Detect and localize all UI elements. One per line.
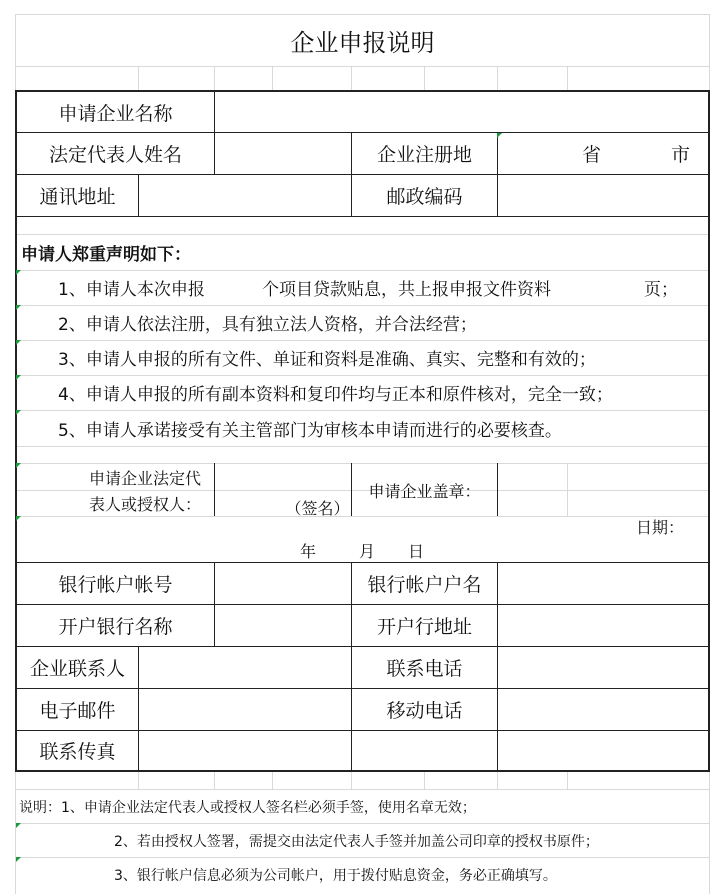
seal-label: 申请企业盖章： bbox=[368, 481, 481, 501]
address-field[interactable] bbox=[139, 175, 351, 216]
table-border bbox=[708, 90, 710, 772]
phone-field[interactable] bbox=[498, 647, 708, 688]
gridline bbox=[15, 446, 710, 447]
gridline bbox=[424, 66, 425, 90]
bank-account-name-label: 银行帐户户名 bbox=[367, 574, 482, 596]
day-label: 日 bbox=[408, 541, 425, 561]
province-label: 省 bbox=[582, 144, 602, 166]
address-label: 通讯地址 bbox=[39, 186, 116, 208]
gridline bbox=[567, 66, 568, 90]
phone-label: 联系电话 bbox=[386, 658, 463, 680]
gridline bbox=[567, 771, 568, 789]
gridline bbox=[351, 771, 352, 789]
postcode-field[interactable] bbox=[498, 175, 708, 216]
table-border bbox=[15, 216, 710, 217]
declaration-item-2: 2、申请人依法注册，具有独立法人资格，并合法经营； bbox=[58, 315, 477, 335]
gridline bbox=[272, 66, 273, 90]
gridline bbox=[214, 66, 215, 90]
sign-note: （签名） bbox=[285, 498, 350, 518]
cell-marker bbox=[16, 516, 21, 521]
fax-label: 联系传真 bbox=[39, 741, 116, 763]
cell-marker bbox=[16, 857, 21, 862]
cell-marker bbox=[16, 305, 21, 310]
date-label: 日期： bbox=[635, 517, 684, 537]
registration-field[interactable] bbox=[498, 133, 708, 174]
gridline bbox=[214, 771, 215, 789]
fax-field[interactable] bbox=[139, 731, 351, 770]
legal-rep-field[interactable] bbox=[215, 133, 351, 174]
company-name-label: 申请企业名称 bbox=[58, 102, 173, 125]
contact-person-field[interactable] bbox=[139, 647, 351, 688]
cell-marker bbox=[16, 340, 21, 345]
cell-marker bbox=[16, 375, 21, 380]
date-row bbox=[17, 538, 708, 562]
mobile-label: 移动电话 bbox=[386, 700, 463, 722]
rep-label-line1: 申请企业法定代 bbox=[88, 469, 201, 488]
mobile-field[interactable] bbox=[498, 689, 708, 730]
bank-account-no-field[interactable] bbox=[215, 563, 351, 604]
company-name-field[interactable] bbox=[215, 92, 708, 132]
note-line-3: 3、银行帐户信息必须为公司帐户，用于拨付贴息资金，务必正确填写。 bbox=[114, 867, 557, 884]
rep-label-line2: 表人或授权人： bbox=[88, 495, 201, 514]
gridline bbox=[351, 66, 352, 90]
legal-rep-label: 法定代表人姓名 bbox=[48, 144, 182, 166]
email-label: 电子邮件 bbox=[39, 700, 116, 722]
bank-address-label: 开户行地址 bbox=[376, 616, 472, 638]
bank-name-label: 开户银行名称 bbox=[58, 616, 173, 638]
note-line-1: 说明：1、申请企业法定代表人或授权人签名栏必须手签，使用名章无效； bbox=[19, 799, 476, 816]
bank-address-field[interactable] bbox=[498, 605, 708, 646]
city-label: 市 bbox=[671, 144, 691, 166]
note-line-2: 2、若由授权人签署，需提交由法定代表人手签并加盖公司印章的授权书原件； bbox=[114, 833, 599, 850]
declaration-heading: 申请人郑重声明如下： bbox=[21, 244, 191, 265]
bank-account-no-label: 银行帐户帐号 bbox=[58, 574, 173, 596]
empty-cell[interactable] bbox=[498, 731, 708, 770]
table-border bbox=[15, 770, 710, 772]
email-field[interactable] bbox=[139, 689, 351, 730]
declaration-item-1: 1、申请人本次申报 个项目贷款贴息，共上报申报文件资料 页； bbox=[58, 280, 678, 300]
seal-field[interactable] bbox=[498, 464, 708, 516]
cell-marker bbox=[16, 823, 21, 828]
postcode-label: 邮政编码 bbox=[386, 186, 463, 208]
cell-marker bbox=[16, 463, 21, 468]
empty-cell[interactable] bbox=[352, 731, 497, 770]
month-label: 月 bbox=[359, 541, 376, 561]
gridline bbox=[138, 66, 139, 90]
gridline bbox=[424, 771, 425, 789]
registration-label: 企业注册地 bbox=[376, 144, 472, 166]
contact-person-label: 企业联系人 bbox=[29, 658, 125, 680]
page-title: 企业申报说明 bbox=[290, 29, 435, 57]
declaration-item-5: 5、申请人承诺接受有关主管部门为审核本申请而进行的必要核查。 bbox=[58, 420, 562, 441]
declaration-item-3: 3、申请人申报的所有文件、单证和资料是准确、真实、完整和有效的； bbox=[58, 350, 596, 370]
year-label: 年 bbox=[300, 541, 317, 561]
gridline bbox=[272, 771, 273, 789]
declaration-item-4: 4、申请人申报的所有副本资料和复印件均与正本和原件核对，完全一致； bbox=[58, 385, 613, 405]
gridline bbox=[497, 66, 498, 90]
bank-name-field[interactable] bbox=[215, 605, 351, 646]
gridline bbox=[138, 771, 139, 789]
bank-account-name-field[interactable] bbox=[498, 563, 708, 604]
cell-marker bbox=[16, 410, 21, 415]
gridline bbox=[497, 771, 498, 789]
gridline bbox=[15, 66, 710, 67]
